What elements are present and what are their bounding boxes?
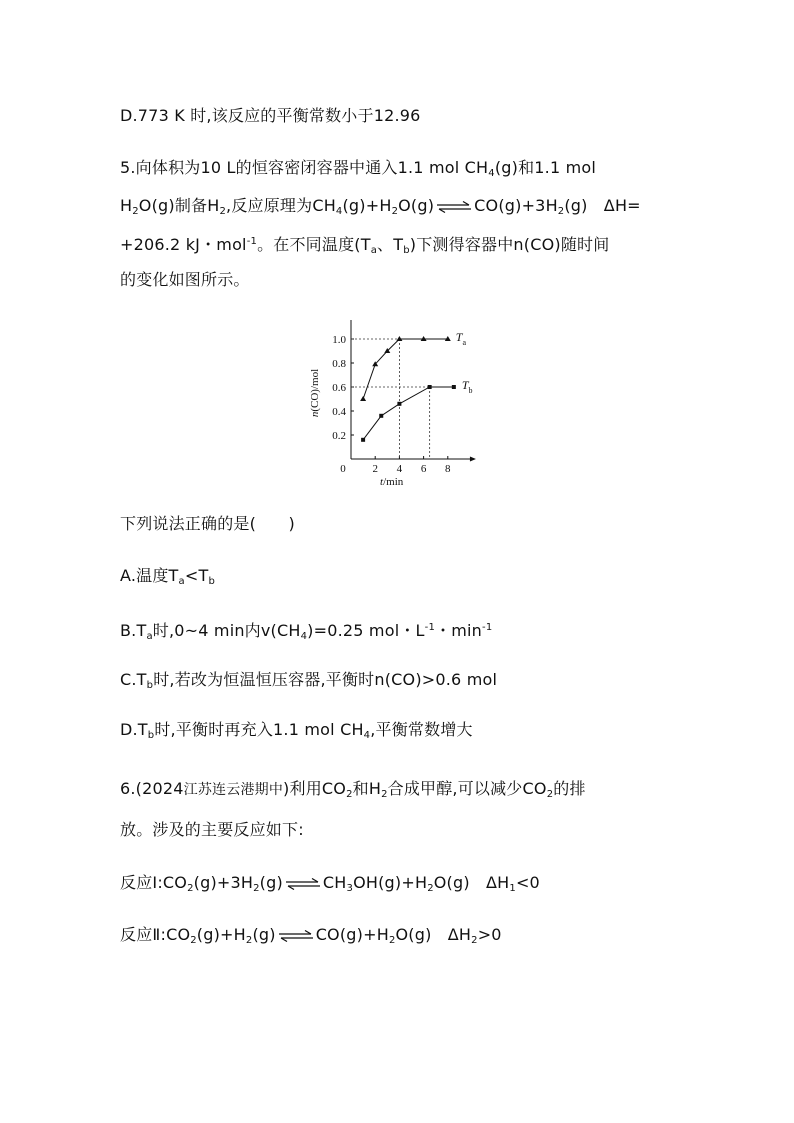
x-tick-label: 8 bbox=[445, 463, 451, 475]
x-tick-label: 4 bbox=[396, 463, 403, 475]
equilibrium-arrow-icon bbox=[278, 930, 314, 942]
question-5-line-2: $H_2O(g)$制备$H_2$,反应原理为$CH_4(g)+H_2O(g)$ $CO(g)+3H_2(g)$ ΔH= bbox=[120, 196, 641, 217]
x-axis-arrow bbox=[470, 457, 476, 462]
x-tick-label: 0 bbox=[340, 463, 346, 475]
question-5-ask: 下列说法正确的是( ) bbox=[120, 514, 295, 533]
data-point-b bbox=[428, 385, 432, 389]
question-5-line-1: 5.向体积为10 L的恒容密闭容器中通入1.1 mol $CH_4(g)$和1.1 mol bbox=[120, 158, 597, 179]
question-6-line-2: 放。涉及的主要反应如下: bbox=[120, 820, 304, 839]
data-point-b bbox=[452, 385, 456, 389]
reaction-1: 反应$Ⅰ:CO_2(g)+3H_2(g)$ $CH_3OH(g)+H_2O(g)$ $\Delta H_1<0$ bbox=[120, 873, 540, 894]
question-5-line-3: +206.2 kJ・mol$^{-1}$。在不同温度($T_a$、$T_b$)下测得容器中n(CO)随时间 bbox=[120, 235, 610, 256]
source-note: 江苏连云港期中 bbox=[183, 782, 284, 798]
x-axis-label: t/min bbox=[380, 476, 404, 488]
co-time-chart bbox=[305, 320, 505, 490]
series-line-b bbox=[363, 387, 454, 440]
data-point-b bbox=[361, 438, 365, 442]
data-point-b bbox=[379, 414, 383, 418]
option-a: A.温度$T_a<T_b$ bbox=[120, 566, 216, 587]
y-tick-label: 0.8 bbox=[332, 358, 346, 370]
question-6-line-1: 6.(2024江苏连云港期中)利用$CO_2$和$H_2$合成甲醇,可以减少$CO_2$的排 bbox=[120, 779, 586, 800]
option-d-previous: D.773 K 时,该反应的平衡常数小于12.96 bbox=[120, 106, 421, 125]
reaction-2: 反应$Ⅱ:CO_2(g)+H_2(g)$ $CO(g)+H_2O(g)$ $\Delta H_2>0$ bbox=[120, 925, 502, 946]
equilibrium-arrow-icon bbox=[436, 201, 472, 213]
series-label-a: $T_a$ bbox=[455, 330, 467, 347]
y-tick-label: 0.2 bbox=[332, 430, 346, 442]
series-label-b: $T_b$ bbox=[461, 378, 473, 395]
option-b: $B.T_a$时,0~4 min内$v(CH_4)=0.25$ mol・$L^{-1}$・$\min^{-1}$ bbox=[120, 621, 493, 642]
y-axis-label: n(CO)/mol bbox=[309, 368, 321, 418]
x-tick-label: 6 bbox=[420, 463, 427, 475]
option-d: $D.T_b$时,平衡时再充入1.1 mol $CH_4$,平衡常数增大 bbox=[120, 720, 473, 741]
series-line-a bbox=[363, 339, 448, 399]
y-tick-label: 0.4 bbox=[332, 406, 346, 418]
question-5-line-4: 的变化如图所示。 bbox=[120, 270, 250, 289]
y-tick-label: 1.0 bbox=[332, 334, 346, 346]
data-point-a bbox=[360, 396, 366, 401]
option-c: $C.T_b$时,若改为恒温恒压容器,平衡时n(CO)>0.6 mol bbox=[120, 670, 498, 691]
data-point-b bbox=[397, 402, 401, 406]
x-tick-label: 2 bbox=[372, 463, 378, 475]
equilibrium-arrow-icon bbox=[285, 878, 321, 890]
y-tick-label: 0.6 bbox=[332, 382, 346, 394]
